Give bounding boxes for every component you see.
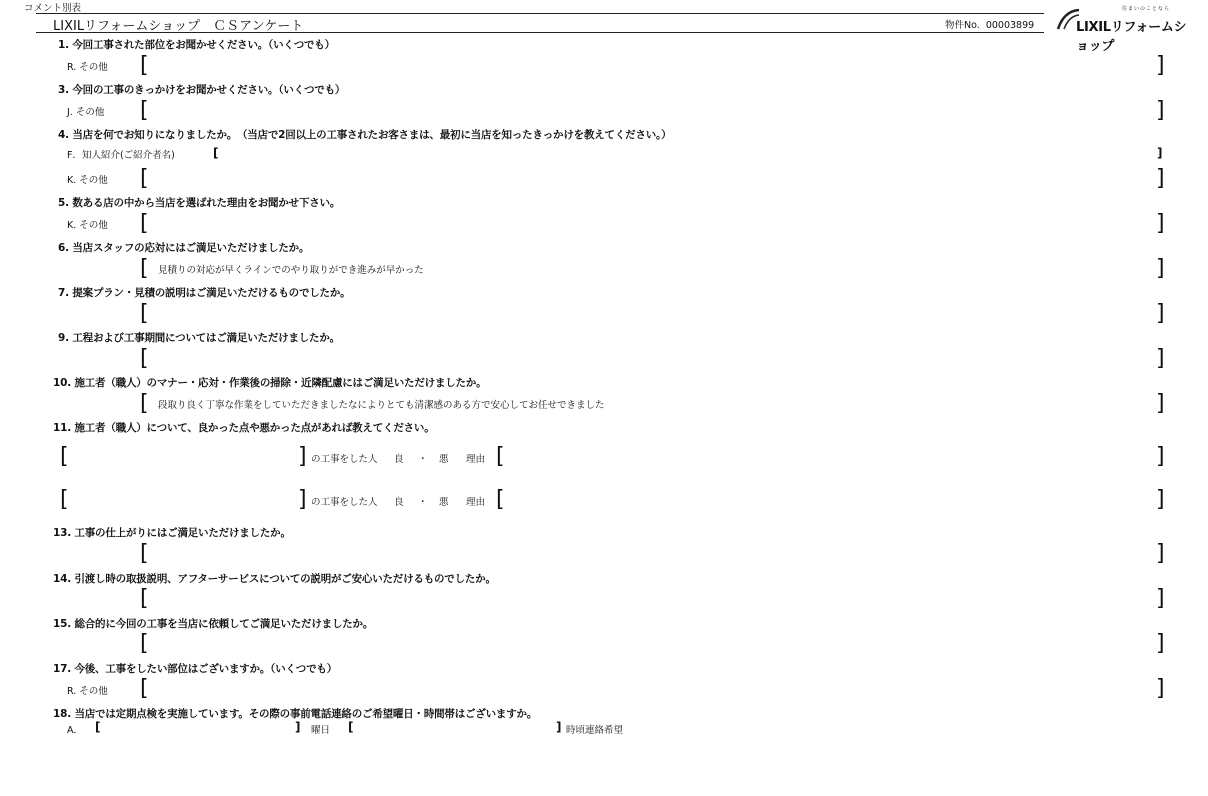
q15-bracket-close: ]: [1156, 631, 1165, 656]
q11-row2-name-bracket-open: [: [60, 487, 69, 512]
q17-bracket-open: [: [140, 676, 149, 701]
property-number-label: 物件No.: [945, 20, 980, 31]
question-15-title: 15. 総合的に今回の工事を当店に依頼してご満足いただけましたか。: [53, 618, 374, 630]
q11-row2-bad: 悪: [439, 497, 449, 508]
question-14-title: 14. 引渡し時の取扱説明、アフターサービスについての説明がご安心いただけるものでしたか。: [53, 573, 496, 585]
question-18-option: A．: [67, 725, 83, 736]
question-18-title: 18. 当店では定期点検を実施しています。その際の事前電話連絡のご希望曜日・時間帯はございますか。: [53, 708, 538, 720]
q6-bracket-close: ]: [1156, 256, 1165, 281]
q5-bracket-open: [: [140, 211, 149, 236]
q3-bracket-open: [: [140, 98, 149, 123]
q13-bracket-close: ]: [1156, 541, 1165, 566]
q4f-bracket-close: ]: [1157, 146, 1163, 160]
question-9-title: 9. 工程および工事期間についてはご満足いただけましたか。: [58, 332, 340, 344]
q1-bracket-open: [: [140, 53, 149, 78]
question-3-title: 3. 今回の工事のきっかけをお聞かせください。（いくつでも）: [58, 84, 346, 96]
q1-bracket-close: ]: [1156, 53, 1165, 78]
q11-row2-dot: ・: [418, 497, 428, 508]
q18-time-label: 時頃連絡希望: [566, 725, 624, 736]
sheet-label: コメント別表: [24, 3, 82, 14]
question-6-answer: 見積りの対応が早くラインでのやり取りができ進みが早かった: [158, 265, 424, 276]
q14-bracket-open: [: [140, 586, 149, 611]
q11-row1-good: 良: [394, 454, 404, 465]
q4k-bracket-close: ]: [1156, 166, 1165, 191]
q9-bracket-open: [: [140, 346, 149, 371]
q18-day-label: 曜日: [311, 725, 331, 736]
question-1-option: R. その他: [67, 62, 108, 73]
header-top-rule: [36, 13, 1044, 14]
q18-time-bracket-close: ]: [556, 720, 562, 734]
q18-day-bracket-open: [: [95, 720, 101, 734]
q9-bracket-close: ]: [1156, 346, 1165, 371]
q17-bracket-close: ]: [1156, 676, 1165, 701]
q11-row2-label: の工事をした人: [311, 497, 378, 508]
q13-bracket-open: [: [140, 541, 149, 566]
q11-row1-reason-bracket-close: ]: [1156, 444, 1165, 469]
q11-row2-good: 良: [394, 497, 404, 508]
question-7-title: 7. 提案プラン・見積の説明はご満足いただけるものでしたか。: [58, 287, 351, 299]
q7-bracket-open: [: [140, 301, 149, 326]
q5-bracket-close: ]: [1156, 211, 1165, 236]
question-11-title: 11. 施工者（職人）について、良かった点や悪かった点があれば教えてください。: [53, 422, 435, 434]
question-4-title: 4. 当店を何でお知りになりましたか。 （当店で2回以上の工事されたお客さまは、最初に当店を知ったきっかけを教えてください。）: [58, 129, 672, 141]
page-title: LIXILリフォームショップ ＣＳアンケート: [53, 19, 304, 34]
q15-bracket-open: [: [140, 631, 149, 656]
q11-row2-name-bracket-close: ]: [298, 487, 307, 512]
q4k-bracket-open: [: [140, 166, 149, 191]
question-13-title: 13. 工事の仕上がりにはご満足いただけましたか。: [53, 527, 291, 539]
question-5-title: 5. 数ある店の中から当店を選ばれた理由をお聞かせ下さい。: [58, 197, 341, 209]
q11-row2-reason-bracket-open: [: [496, 487, 505, 512]
q11-row2-reason-bracket-close: ]: [1156, 487, 1165, 512]
q11-row1-label: の工事をした人: [311, 454, 378, 465]
question-10-answer: 段取り良く丁寧な作業をしていただきましたなによりとても清潔感のある方で安心してお任せできました: [158, 400, 605, 411]
logo-text: LIXILリフォームショップ: [1076, 20, 1187, 54]
property-number-value: 00003899: [985, 20, 1035, 31]
q3-bracket-close: ]: [1156, 98, 1165, 123]
q11-row1-name-bracket-open: [: [60, 444, 69, 469]
question-1-title: 1. 今回工事された部位をお聞かせください。（いくつでも）: [58, 39, 335, 51]
property-number: [945, 17, 1034, 31]
q11-row1-bad: 悪: [439, 454, 449, 465]
question-10-title: 10. 施工者（職人）のマナー・応対・作業後の掃除・近隣配慮にはご満足いただけましたか。: [53, 377, 487, 389]
question-17-option: R. その他: [67, 686, 108, 697]
q11-row1-name-bracket-close: ]: [298, 444, 307, 469]
lixil-logo: [1056, 5, 1196, 54]
q11-row1-reason-bracket-open: [: [496, 444, 505, 469]
q18-time-bracket-open: [: [348, 720, 354, 734]
q6-bracket-open: [: [140, 256, 149, 281]
question-5-option: K. その他: [67, 220, 108, 231]
question-4-option-f: F．知人紹介(ご紹介者名): [67, 150, 175, 161]
q14-bracket-close: ]: [1156, 586, 1165, 611]
question-6-title: 6. 当店スタッフの応対にはご満足いただけましたか。: [58, 242, 310, 254]
logo-tagline: 住まいのことなら: [1122, 6, 1171, 12]
question-3-option: J. その他: [67, 107, 105, 118]
header-bottom-rule: [36, 32, 1044, 33]
q10-bracket-close: ]: [1156, 391, 1165, 416]
question-17-title: 17. 今後、工事をしたい部位はございますか。（いくつでも）: [53, 663, 338, 675]
q4f-bracket-open: [: [213, 146, 219, 160]
q18-day-bracket-close: ]: [295, 720, 301, 734]
q7-bracket-close: ]: [1156, 301, 1165, 326]
question-4-option-k: K. その他: [67, 175, 108, 186]
q10-bracket-open: [: [140, 391, 149, 416]
q11-row2-reason: 理由: [466, 497, 486, 508]
q11-row1-dot: ・: [418, 454, 428, 465]
q11-row1-reason: 理由: [466, 454, 486, 465]
